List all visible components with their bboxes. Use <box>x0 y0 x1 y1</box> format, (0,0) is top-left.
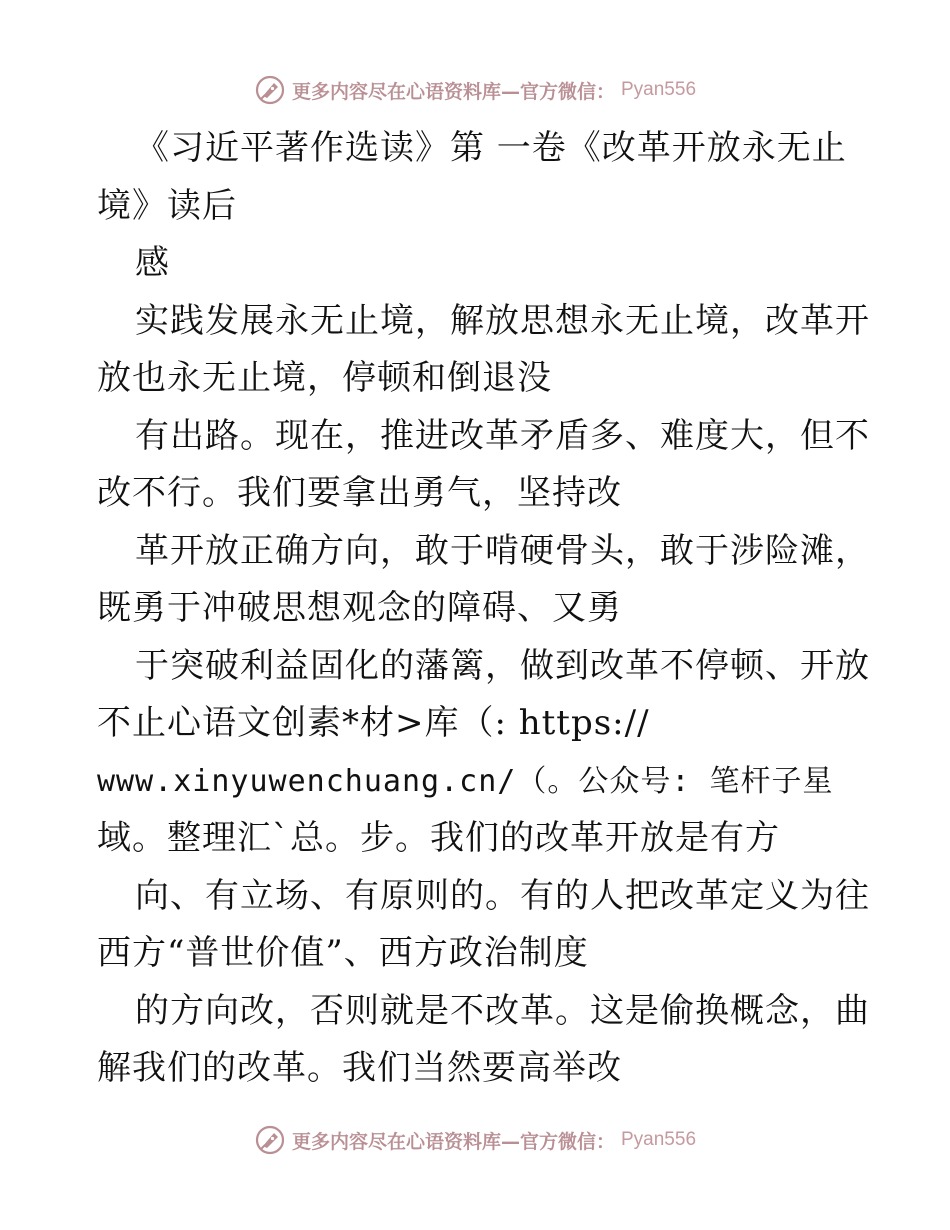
pen-nib-logo-icon <box>254 74 286 106</box>
body-line: 感 <box>135 243 170 283</box>
body-line: 放也永无止境，停顿和倒退没 <box>97 358 552 398</box>
body-line: 实践发展永无止境，解放思想永无止境，改革开 <box>135 300 870 341</box>
body-line: 的方向改，否则就是不改革。这是偷换概念，曲 <box>135 990 870 1031</box>
header-watermark-banner <box>0 72 950 108</box>
body-line: 于突破利益固化的藩篱，做到改革不停顿、开放 <box>135 645 870 686</box>
banner-wechat-handle: Pyan556 <box>621 79 697 100</box>
body-line-url: www.xinyuwenchuang.cn/（。公众号: 笔杆子星 <box>97 763 834 799</box>
body-line: 《习近平著作选读》第 一卷《改革开放永无止 <box>135 128 847 168</box>
banner-wechat-handle: Pyan556 <box>621 1129 697 1150</box>
pen-nib-logo-icon <box>254 1124 286 1156</box>
body-line: 改不行。我们要拿出勇气，坚持改 <box>97 473 622 513</box>
body-line: 不止心语文创素*材>库（: https:// <box>97 703 650 743</box>
footer-watermark-banner <box>0 1122 950 1158</box>
banner-text: 更多内容尽在心语资料库—官方微信： <box>291 80 615 103</box>
body-line: 既勇于冲破思想观念的障碍、又勇 <box>97 588 622 628</box>
body-line: 境》读后 <box>97 185 237 226</box>
document-body <box>97 120 870 1098</box>
body-line: 域。整理汇`总。步。我们的改革开放是有方 <box>97 818 780 858</box>
body-line: 解我们的改革。我们当然要高举改 <box>97 1048 622 1088</box>
banner-text: 更多内容尽在心语资料库—官方微信： <box>291 1130 615 1153</box>
body-line: 有出路。现在，推进改革矛盾多、难度大，但不 <box>135 415 870 456</box>
body-line: 革开放正确方向，敢于啃硬骨头，敢于涉险滩， <box>135 530 870 571</box>
body-line: 向、有立场、有原则的。有的人把改革定义为往 <box>135 875 870 916</box>
body-line: 西方“普世价值”、西方政治制度 <box>97 933 589 973</box>
